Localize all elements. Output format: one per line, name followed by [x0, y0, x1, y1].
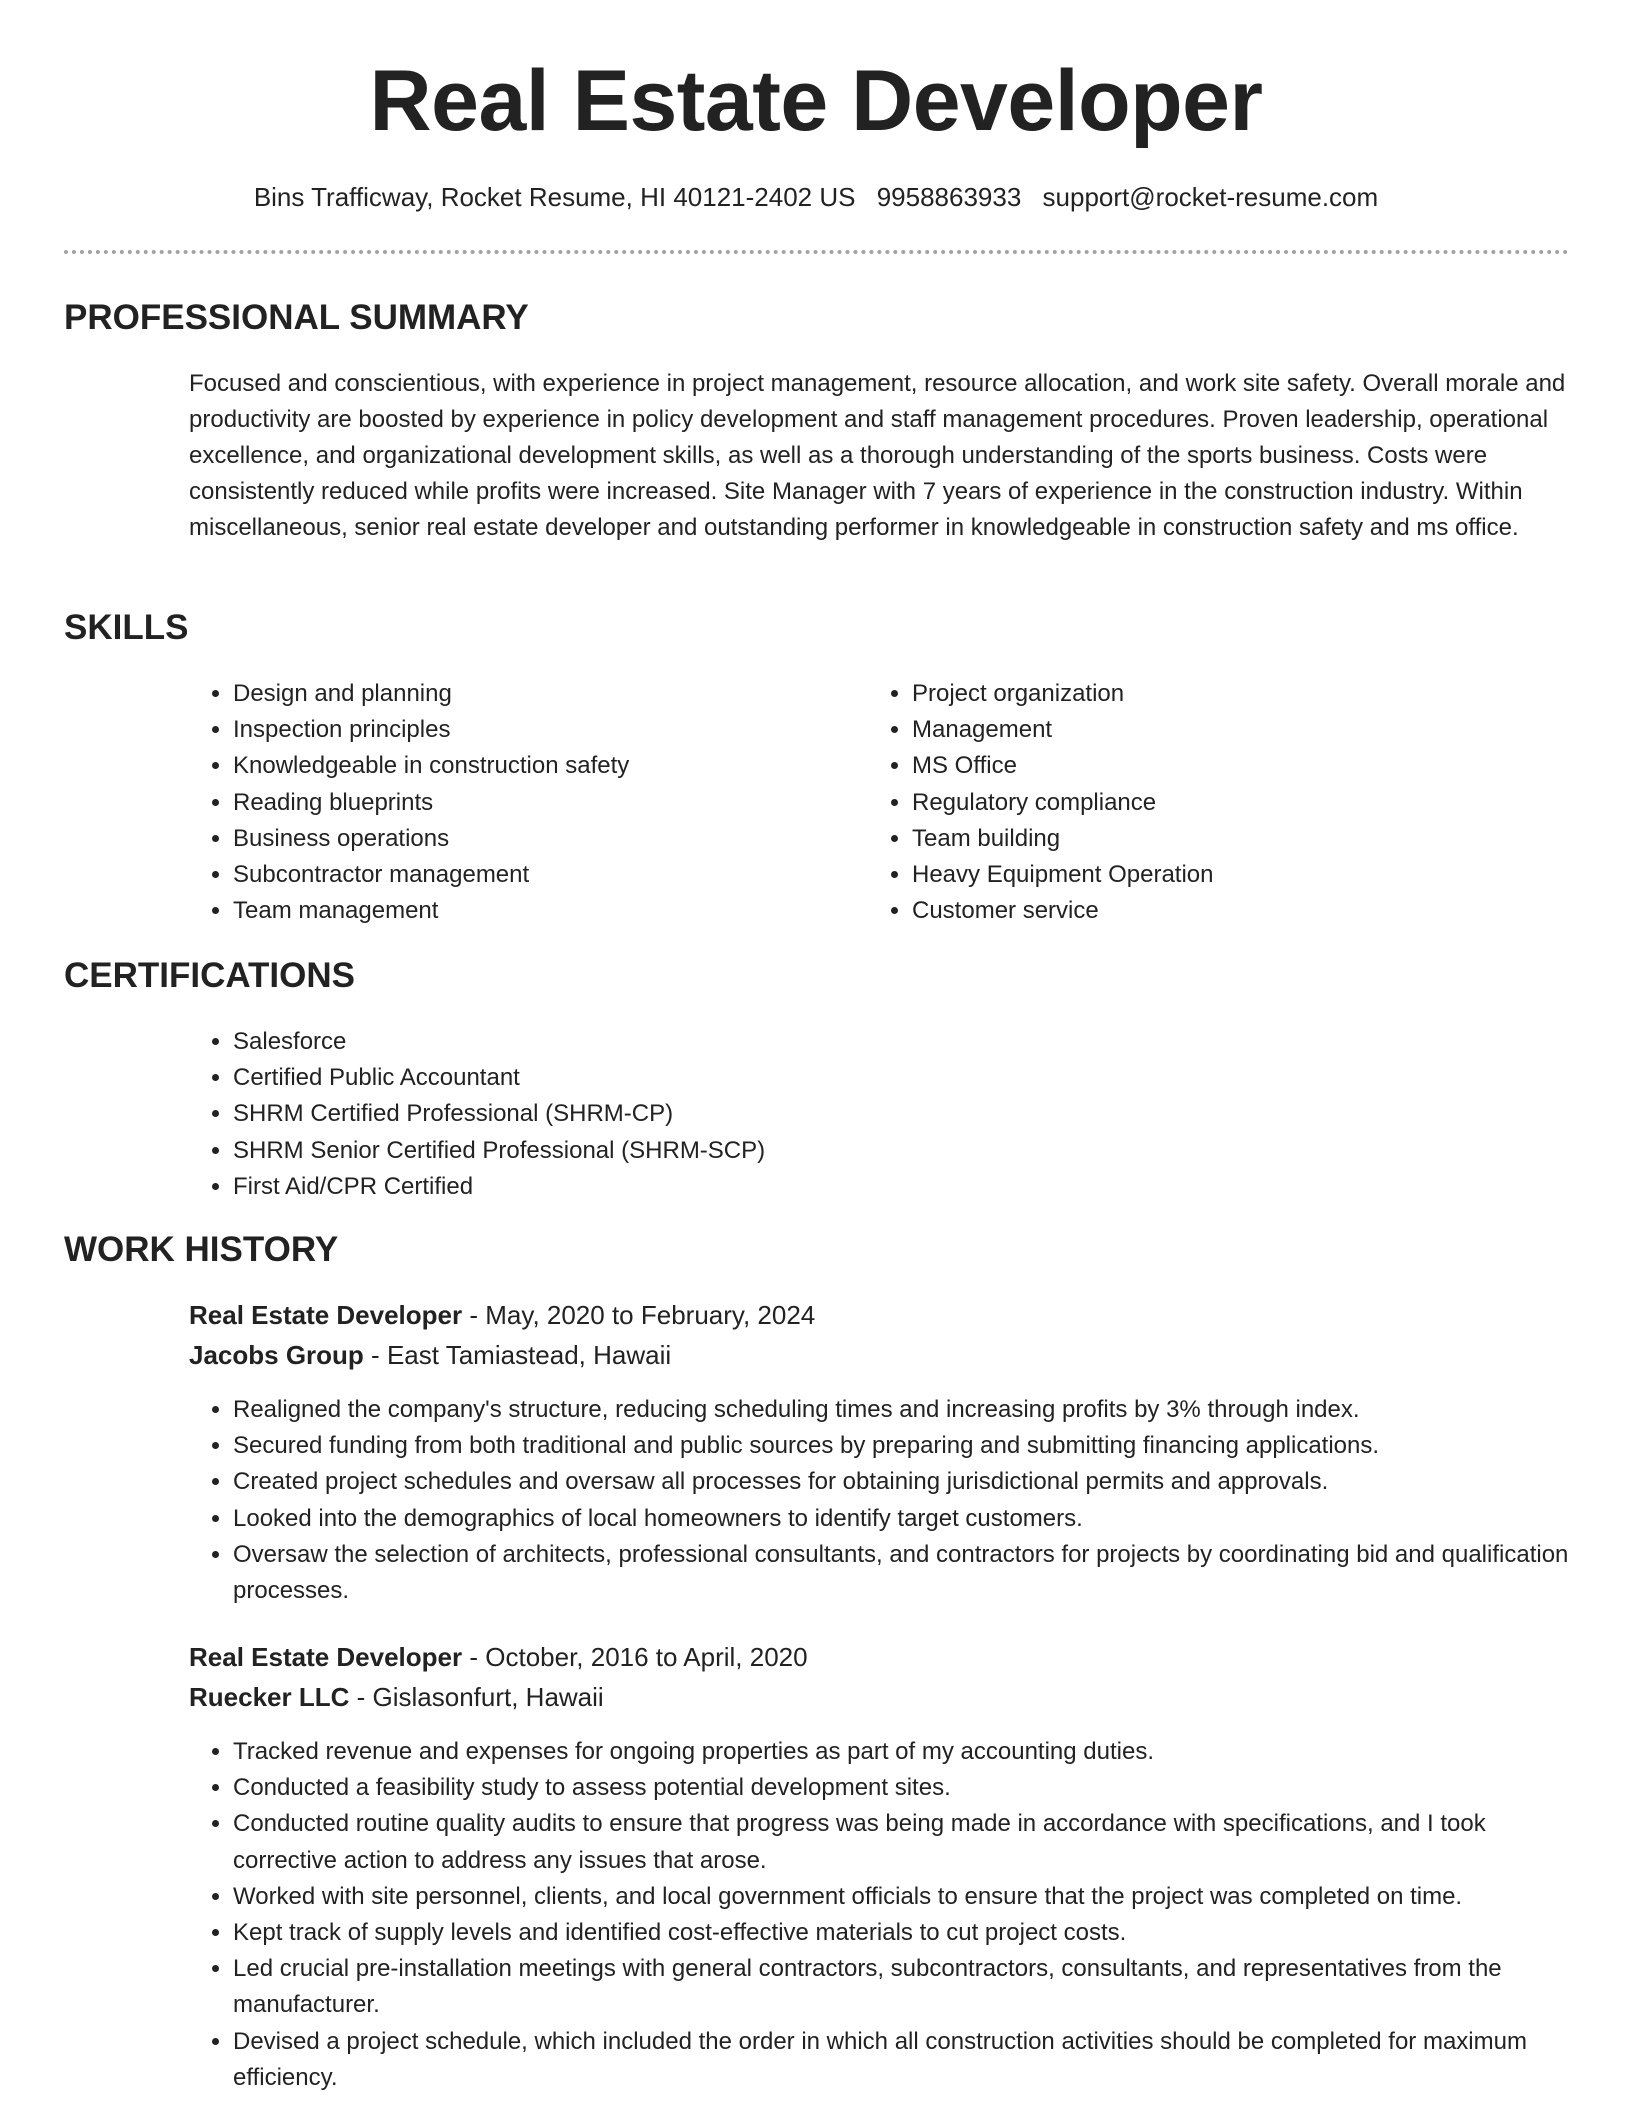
skill-item: • Regulatory compliance — [912, 785, 1508, 821]
job-bullet: • Conducted routine quality audits to ensure that progress was being made in accordance with specifications, and I took corrective action to address any issues that arose. — [233, 1806, 1569, 1878]
job-bullets — [189, 1734, 1569, 2096]
certification-item: • Salesforce — [233, 1024, 1089, 1060]
certification-item: • SHRM Senior Certified Professional (SHRM-SCP) — [233, 1133, 1089, 1169]
job-bullet: • Devised a project schedule, which included the order in which all construction activities should be completed for maximum efficiency. — [233, 2024, 1569, 2096]
contact-phone: 9958863933 — [876, 182, 1022, 212]
job-dates: October, 2016 to April, 2020 — [485, 1642, 808, 1672]
job-company-line: Jacobs Group - East Tamiastead, Hawaii — [189, 1340, 672, 1370]
job-bullet: • Conducted a feasibility study to assess potential development sites. — [233, 1770, 1569, 1806]
skill-item: • Customer service — [912, 893, 1508, 929]
job-company: Ruecker LLC — [189, 1682, 350, 1712]
job-company: Jacobs Group — [189, 1340, 364, 1370]
job-bullet: • Led crucial pre-installation meetings with general contractors, subcontractors, consultants, and representatives from the manufacturer. — [233, 1951, 1569, 2023]
skill-item: • Team management — [233, 893, 829, 929]
skill-item: • Heavy Equipment Operation — [912, 857, 1508, 893]
job-company-line: Ruecker LLC - Gislasonfurt, Hawaii — [189, 1682, 604, 1712]
skill-item: • Business operations — [233, 821, 829, 857]
header-divider — [64, 250, 1569, 254]
job-location: Gislasonfurt, Hawaii — [372, 1682, 604, 1712]
certifications-list — [189, 1024, 1089, 1205]
job-location: East Tamiastead, Hawaii — [386, 1340, 672, 1370]
skill-item: • MS Office — [912, 748, 1508, 784]
job-dates: May, 2020 to February, 2024 — [485, 1300, 816, 1330]
skills-list-left — [189, 676, 829, 929]
skill-item: • Reading blueprints — [233, 785, 829, 821]
skills-heading: SKILLS — [64, 608, 189, 647]
job-bullet: • Secured funding from both traditional and public sources by preparing and submitting financing applications. — [233, 1428, 1569, 1464]
job-bullets — [189, 1392, 1569, 1609]
skill-item: • Subcontractor management — [233, 857, 829, 893]
work-history-heading: WORK HISTORY — [64, 1230, 339, 1269]
contact-address: Bins Trafficway, Rocket Resume, HI 40121-2402 US — [253, 182, 856, 212]
job-title-line: Real Estate Developer - May, 2020 to February, 2024 — [189, 1300, 816, 1330]
skill-item: • Management — [912, 712, 1508, 748]
job-title: Real Estate Developer — [189, 1300, 463, 1330]
skill-item: • Team building — [912, 821, 1508, 857]
job-bullet: • Tracked revenue and expenses for ongoing properties as part of my accounting duties. — [233, 1734, 1569, 1770]
job-bullet: • Kept track of supply levels and identified cost-effective materials to cut project costs. — [233, 1915, 1569, 1951]
certification-item: • SHRM Certified Professional (SHRM-CP) — [233, 1096, 1089, 1132]
job-title: Real Estate Developer — [189, 1642, 463, 1672]
summary-text: Focused and conscientious, with experience in project management, resource allocation, and work site safety. Overall morale and productivity are boosted by experience in policy development and staff management procedures. Proven leadership, operational excellence, and organizational development skills, as well as a thorough understanding of the sports business. Costs were consistently reduced while profits were increased. Site Manager with 7 years of experience in the construction industry. Within miscellaneous, senior real estate developer and outstanding performer in knowledgeable in construction safety and ms office. — [189, 370, 1566, 541]
job-bullet: • Oversaw the selection of architects, professional consultants, and contractors for projects by coordinating bid and qualification processes. — [233, 1537, 1569, 1609]
job-bullet: • Looked into the demographics of local homeowners to identify target customers. — [233, 1501, 1569, 1537]
skill-item: • Design and planning — [233, 676, 829, 712]
job-title-line: Real Estate Developer - October, 2016 to April, 2020 — [189, 1642, 808, 1672]
contact-email: support@rocket-resume.com — [1042, 182, 1379, 212]
certifications-heading: CERTIFICATIONS — [64, 956, 356, 995]
job-bullet: • Worked with site personnel, clients, and local government officials to ensure that the project was completed on time. — [233, 1879, 1569, 1915]
skill-item: • Knowledgeable in construction safety — [233, 748, 829, 784]
skill-item: • Project organization — [912, 676, 1508, 712]
summary-heading: PROFESSIONAL SUMMARY — [64, 298, 529, 337]
certification-item: • Certified Public Accountant — [233, 1060, 1089, 1096]
job-bullet: • Created project schedules and oversaw all processes for obtaining jurisdictional permits and approvals. — [233, 1464, 1569, 1500]
job-bullet: • Realigned the company's structure, reducing scheduling times and increasing profits by 3% through index. — [233, 1392, 1569, 1428]
contact-line — [0, 182, 1632, 213]
skill-item: • Inspection principles — [233, 712, 829, 748]
certification-item: • First Aid/CPR Certified — [233, 1169, 1089, 1205]
candidate-name: Real Estate Developer — [369, 53, 1263, 149]
skills-list-right — [868, 676, 1508, 929]
